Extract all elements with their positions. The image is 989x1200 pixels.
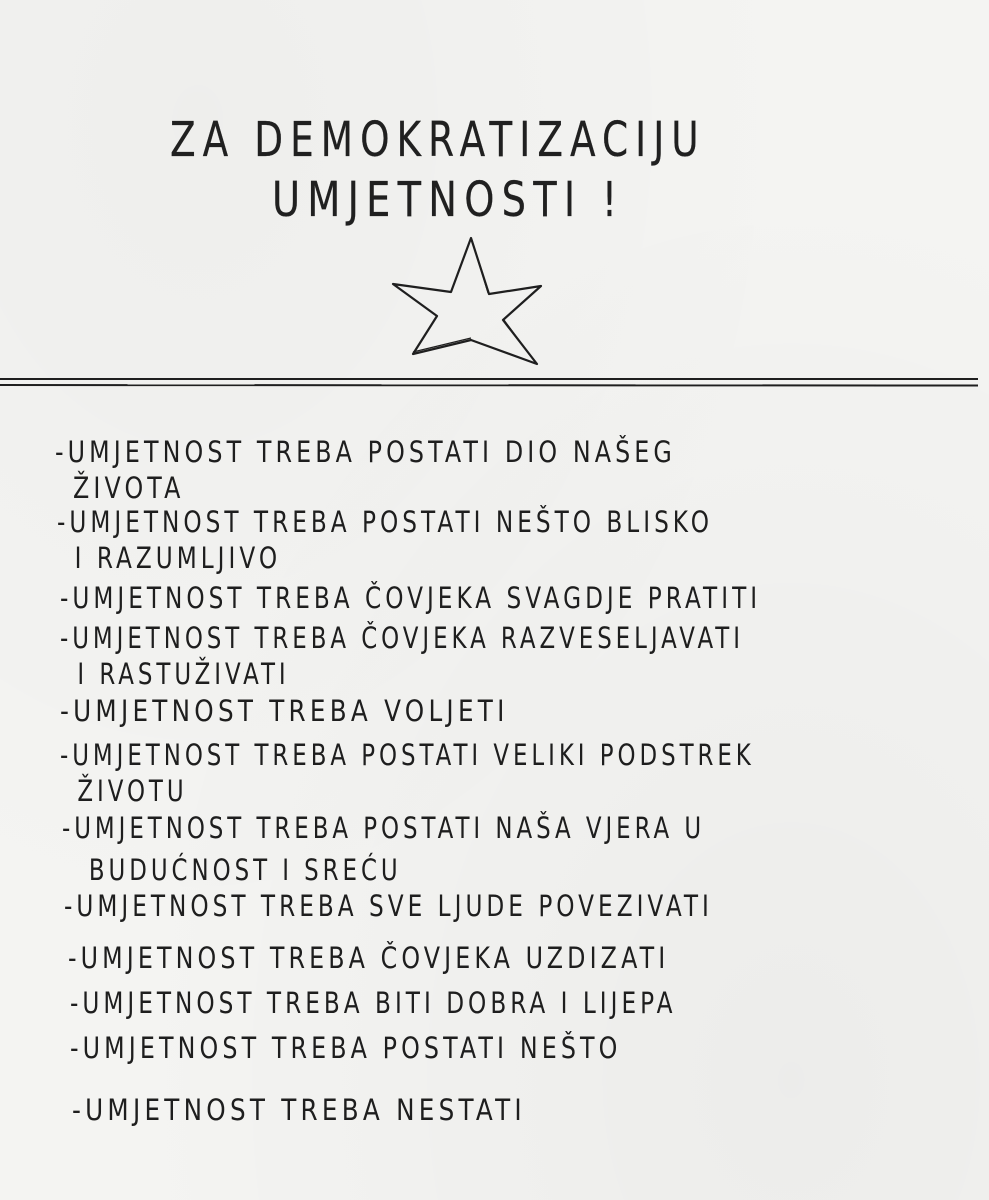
list-item	[70, 985, 677, 1021]
list-item	[68, 940, 669, 976]
list-item	[70, 1030, 621, 1066]
list-item-line-2: I RAZUMLJIVO	[74, 541, 282, 575]
list-item	[64, 888, 713, 924]
list-item-line-1: -UMJETNOST TREBA POSTATI VELIKI PODSTREK	[60, 738, 755, 772]
list-item-line-1: -UMJETNOST TREBA POSTATI NAŠA VJERA U	[62, 811, 706, 845]
list-item	[57, 504, 713, 576]
list-item	[60, 580, 761, 616]
list-item-line-2: BUDUĆNOST I SREĆU	[88, 853, 402, 887]
list-item-line-2: ŽIVOTU	[77, 774, 188, 808]
list-item-line-1: -UMJETNOST TREBA SVE LJUDE POVEZIVATI	[64, 889, 713, 923]
list-item	[62, 810, 705, 888]
list-item	[60, 737, 755, 809]
list-item-line-1: -UMJETNOST TREBA VOLJETI	[60, 694, 509, 728]
list-item-line-1: -UMJETNOST TREBA POSTATI NEŠTO BLISKO	[57, 505, 714, 539]
list-item	[60, 620, 744, 692]
title-line-2: UMJETNOSTI !	[272, 172, 625, 228]
list-item	[72, 1092, 526, 1128]
list-item	[60, 693, 509, 729]
list-item-line-1: -UMJETNOST TREBA POSTATI DIO NAŠEG	[55, 435, 676, 469]
list-item-line-1: -UMJETNOST TREBA POSTATI NEŠTO	[70, 1031, 622, 1065]
list-item-line-1: -UMJETNOST TREBA NESTATI	[72, 1093, 526, 1127]
list-item-line-1: -UMJETNOST TREBA BITI DOBRA I LIJEPA	[70, 986, 677, 1020]
title-line-1: ZA DEMOKRATIZACIJU	[170, 112, 706, 168]
list-item-line-1: -UMJETNOST TREBA ČOVJEKA SVAGDJE PRATITI	[60, 581, 762, 615]
list-item	[55, 434, 676, 506]
list-item-line-1: -UMJETNOST TREBA ČOVJEKA UZDIZATI	[68, 941, 670, 975]
list-item-line-1: -UMJETNOST TREBA ČOVJEKA RAZVESELJAVATI	[60, 621, 744, 655]
list-item-line-2: ŽIVOTA	[73, 471, 185, 505]
list-item-line-2: I RASTUŽIVATI	[77, 657, 290, 691]
